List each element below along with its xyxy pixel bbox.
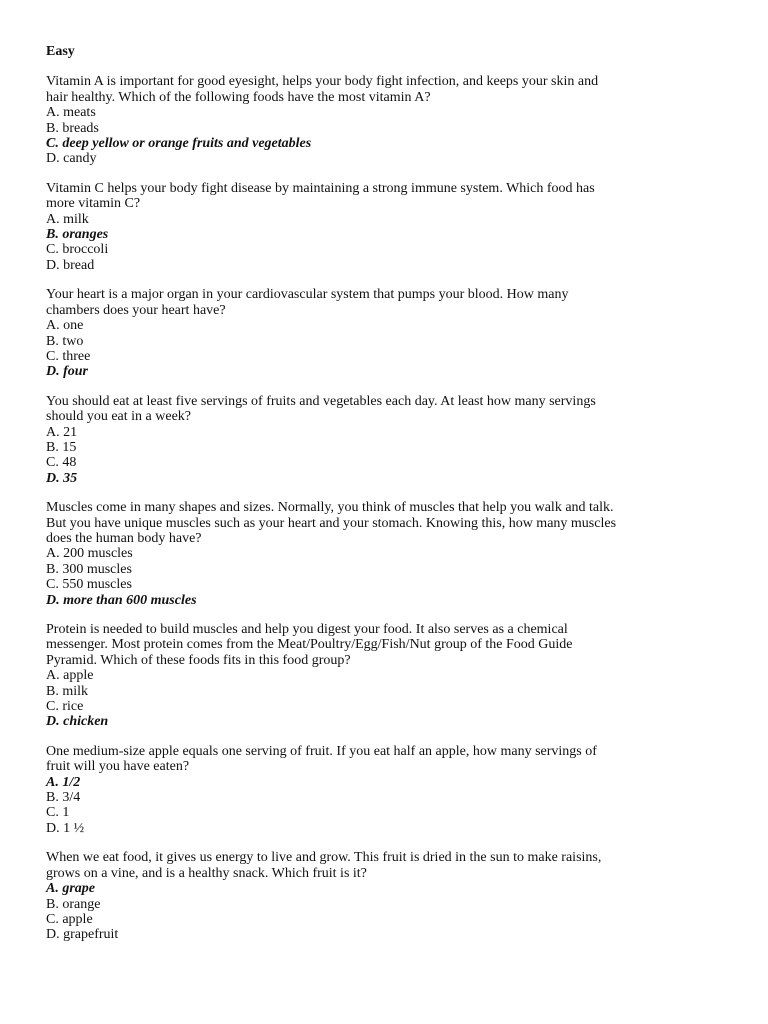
question-block (46, 744, 621, 836)
answer-option-correct: D. four (46, 364, 89, 380)
answer-option-correct: D. chicken (46, 714, 109, 730)
answer-option: B. 300 muscles (46, 561, 132, 577)
question-block (46, 74, 621, 166)
question-block (46, 287, 621, 379)
answer-option: C. 550 muscles (46, 577, 132, 593)
answer-option: B. two (46, 333, 84, 349)
document-page (46, 44, 621, 957)
question-text: Your heart is a major organ in your cardiovascular system that pumps your blood. How many chambers does your heart have? (46, 287, 569, 318)
question-block (46, 622, 621, 730)
answer-option: A. milk (46, 211, 89, 227)
question-text: One medium-size apple equals one serving of fruit. If you eat half an apple, how many servings of fruit will you have eaten? (46, 743, 597, 775)
question-block (46, 500, 621, 608)
answer-option: C. 1 (46, 805, 70, 821)
answer-option-correct: C. deep yellow or orange fruits and vegetables (46, 136, 312, 152)
answer-option: C. rice (46, 699, 84, 715)
answer-option: D. candy (46, 151, 97, 167)
answer-option: A. 200 muscles (46, 546, 133, 562)
answer-option: A. one (46, 318, 84, 334)
answer-option: B. breads (46, 120, 99, 136)
answer-option: A. meats (46, 105, 96, 121)
question-block (46, 181, 621, 273)
answer-option: B. milk (46, 683, 89, 699)
question-block (46, 394, 621, 486)
question-text: You should eat at least five servings of fruits and vegetables each day. At least how many servings should you eat in a week? (46, 393, 596, 425)
answer-option-correct: A. 1/2 (46, 774, 81, 790)
answer-option: C. 48 (46, 455, 77, 471)
answer-option: A. apple (46, 668, 94, 684)
answer-option: B. 15 (46, 439, 77, 455)
question-text: Vitamin A is important for good eyesight, helps your body fight infection, and keeps your skin and hair healthy. Which of the following foods have the most vitamin A? (46, 74, 599, 105)
question-text: Muscles come in many shapes and sizes. Normally, you think of muscles that help you walk and talk. But you have unique muscles such as your heart and your stomach. Knowing this, how many muscles does the human body have? (46, 500, 617, 546)
question-text: Vitamin C helps your body fight disease by maintaining a strong immune system. Which food has more vitamin C? (46, 180, 595, 212)
question-block (46, 850, 621, 942)
answer-option: C. broccoli (46, 242, 109, 258)
answer-option: C. three (46, 348, 91, 364)
answer-option-correct: D. 35 (46, 470, 78, 486)
question-text: Protein is needed to build muscles and help you digest your food. It also serves as a chemical messenger. Most protein comes from the Meat/Poultry/Egg/Fish/Nut group of the Food Guide Pyramid. Which of these foods fits in this food group? (46, 622, 573, 668)
page-heading: Easy (46, 44, 75, 59)
question-list (46, 74, 621, 942)
answer-option: A. 21 (46, 424, 78, 440)
answer-option: B. 3/4 (46, 790, 81, 806)
answer-option: D. 1 ½ (46, 820, 85, 836)
question-text: When we eat food, it gives us energy to live and grow. This fruit is dried in the sun to make raisins, grows on a vine, and is a healthy snack. Which fruit is it? (46, 850, 602, 881)
answer-option: B. orange (46, 896, 101, 912)
answer-option-correct: A. grape (46, 881, 95, 897)
answer-option: D. bread (46, 257, 95, 273)
answer-option: D. grapefruit (46, 927, 119, 943)
answer-option-correct: D. more than 600 muscles (46, 592, 197, 608)
answer-option-correct: B. oranges (46, 227, 109, 243)
answer-option: C. apple (46, 911, 93, 927)
